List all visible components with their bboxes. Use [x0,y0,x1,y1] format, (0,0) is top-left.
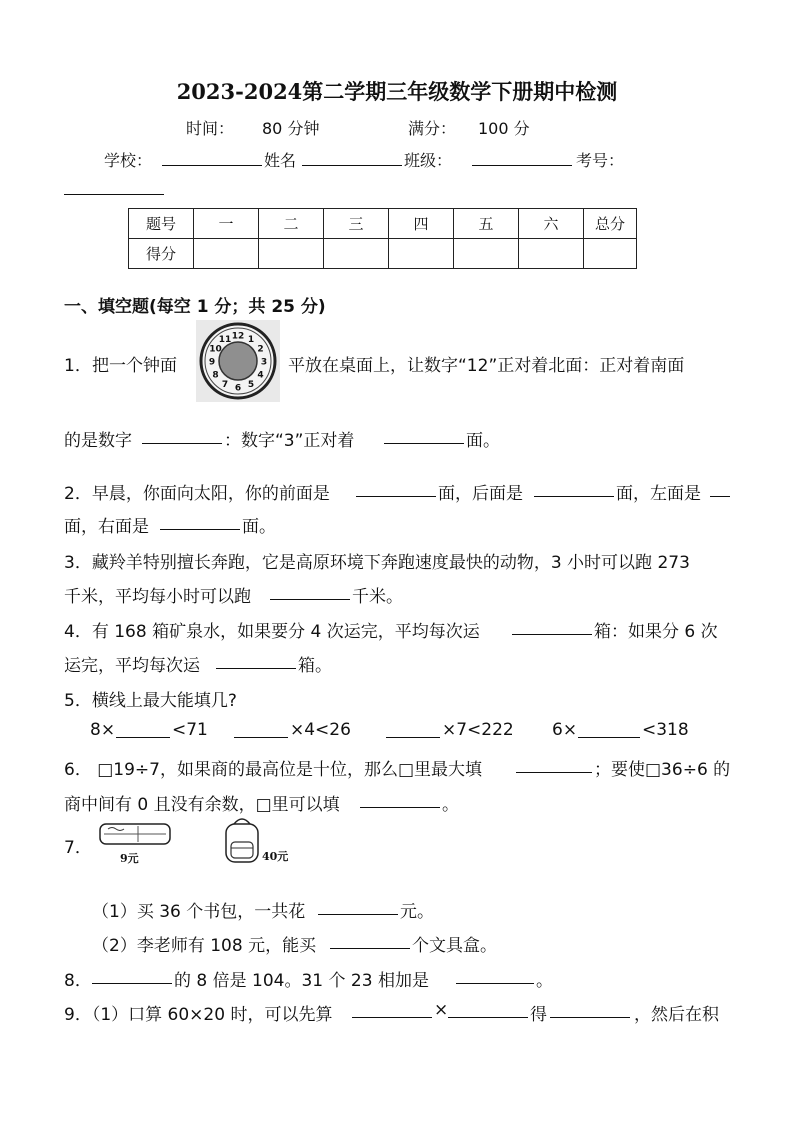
answer-blank[interactable] [92,966,172,984]
answer-blank[interactable] [330,931,410,949]
answer-blank[interactable] [534,479,614,497]
clock-numeral: 3 [260,357,268,368]
score-table-header-row [129,209,637,239]
clock-icon [196,320,280,402]
q7-sub2-b: 个文具盒。 [412,936,497,956]
clock-numeral: 5 [247,380,255,390]
q3-text-b: 千米，平均每小时可以跑 [64,587,251,607]
school-label: 学校： [104,151,153,170]
table-cell: 题号 [129,209,194,239]
time-value: 80 分钟 [262,119,320,138]
clock-numeral: 2 [257,344,264,355]
q7-sub1-b: 元。 [400,902,434,922]
answer-blank[interactable] [448,1000,528,1018]
table-cell: 五 [454,209,519,239]
answer-blank[interactable] [142,426,222,444]
q2-text-c: 面，左面是 [616,484,701,504]
score-table [128,208,637,269]
answer-blank[interactable] [216,651,296,669]
q6-text-d: 。 [442,795,459,815]
q8-text-a: 8． [64,971,92,991]
score-cell[interactable] [454,239,519,269]
score-cell[interactable] [194,239,259,269]
time-label: 时间： [186,119,235,138]
question-number: 7． [64,838,92,858]
q6-text-c: 商中间有 0 且没有余数，□里可以填 [64,795,340,815]
answer-blank[interactable] [710,479,730,497]
answer-blank[interactable] [386,720,440,738]
class-label: 班级： [404,151,453,170]
answer-blank[interactable] [318,897,398,915]
q3-text-c: 千米。 [352,587,403,607]
answer-blank[interactable] [270,582,350,600]
answer-blank[interactable] [160,512,240,530]
q3-text-a: 3．藏羚羊特别擅长奔跑，它是高原环境下奔跑速度最快的动物，3 小时可以跑 273 [64,553,690,573]
table-cell: 三 [324,209,389,239]
score-cell[interactable] [584,239,637,269]
exam-number-label: 考号： [576,151,625,170]
score-cell[interactable] [324,239,389,269]
q4-text-d: 箱。 [298,656,332,676]
clock-numeral: 4 [257,370,264,381]
clock-face-image [196,320,280,402]
q5-text: 5．横线上最大能填几? [64,691,237,711]
q8-text-b: 的 8 倍是 104。31 个 23 相加是 [174,971,429,991]
q9-text-c: 得 [530,1005,547,1025]
schoolbag-price: 40元 [262,850,289,863]
score-cell[interactable] [259,239,324,269]
schoolbag-image [222,814,262,866]
q1-text-b: 平放在桌面上，让数字“12”正对着北面：正对着南面 [288,356,685,376]
q5-expr-1b: <71 [172,720,208,740]
score-cell[interactable] [519,239,584,269]
clock-numeral: 11 [218,335,232,345]
answer-blank[interactable] [512,617,592,635]
table-cell: 得分 [129,239,194,269]
answer-blank[interactable] [360,790,440,808]
q7-sub1-a: （1）买 36 个书包，一共花 [92,902,306,922]
q2-text-d: 面，右面是 [64,517,149,537]
answer-blank[interactable] [550,1000,630,1018]
answer-blank[interactable] [356,479,436,497]
school-blank[interactable] [162,148,262,166]
answer-blank[interactable] [234,720,288,738]
clock-numeral: 12 [231,331,245,342]
answer-blank[interactable] [456,966,534,984]
backpack-icon [222,814,262,866]
table-cell: 一 [194,209,259,239]
q4-text-c: 运完，平均每次运 [64,656,200,676]
table-cell: 总分 [584,209,637,239]
answer-blank[interactable] [384,426,464,444]
name-blank[interactable] [302,148,402,166]
q8-text-c: 。 [536,971,553,991]
q4-text-a: 4．有 168 箱矿泉水，如果要分 4 次运完，平均每次运 [64,622,480,642]
q5-expr-4b: <318 [642,720,689,740]
pencil-case-price: 9元 [120,852,139,865]
clock-numeral: 10 [209,344,222,355]
answer-blank[interactable] [352,1000,432,1018]
clock-numeral: 6 [234,383,242,394]
q7-sub2-a: （2）李老师有 108 元，能买 [92,936,317,956]
q1-text-a: 把一个钟面 [92,356,177,376]
table-cell: 二 [259,209,324,239]
q9-text-a: 9．（1）口算 60×20 时，可以先算 [64,1005,333,1025]
q9-text-d: ，然后在积 [634,1005,719,1025]
answer-blank[interactable] [516,755,592,773]
q2-text-b: 面，后面是 [438,484,523,504]
q2-text-e: 面。 [242,517,276,537]
name-label: 姓名 [264,151,297,170]
q5-expr-2b: ×4<26 [290,720,351,740]
q1-text-e: 面。 [466,431,500,451]
section-heading: 一、填空题(每空 1 分；共 25 分) [64,297,326,317]
q1-text-d: ：数字“3”正对着 [224,431,355,451]
page-title: 2023-2024第二学期三年级数学下册期中检测 [176,79,618,104]
table-cell: 四 [389,209,454,239]
q5-expr-4a: 6× [552,720,578,740]
table-cell: 六 [519,209,584,239]
score-cell[interactable] [389,239,454,269]
clock-numeral: 8 [212,370,219,381]
q5-expr-1a: 8× [90,720,116,740]
q1-text-c: 的是数字 [64,431,132,451]
clock-numeral: 9 [208,357,216,368]
answer-blank[interactable] [116,720,170,738]
q5-expr-3b: ×7<222 [442,720,514,740]
q6-text-b: ；要使□36÷6 的 [594,760,731,780]
q2-text-a: 2．早晨，你面向太阳，你的前面是 [64,484,330,504]
class-blank[interactable] [472,148,572,166]
clock-numeral: 1 [247,335,255,345]
question-number: 1． [64,356,92,376]
score-table-score-row [129,239,637,269]
q9-text-b: × [434,1000,449,1020]
full-score-label: 满分： [408,119,457,138]
answer-blank[interactable] [578,720,640,738]
full-score-value: 100 分 [478,119,530,138]
q4-text-b: 箱：如果分 6 次 [594,622,718,642]
exam-number-blank[interactable] [64,177,164,195]
clock-numeral: 7 [221,380,229,390]
q6-text-a: 6． □19÷7，如果商的最高位是十位，那么□里最大填 [64,760,483,780]
